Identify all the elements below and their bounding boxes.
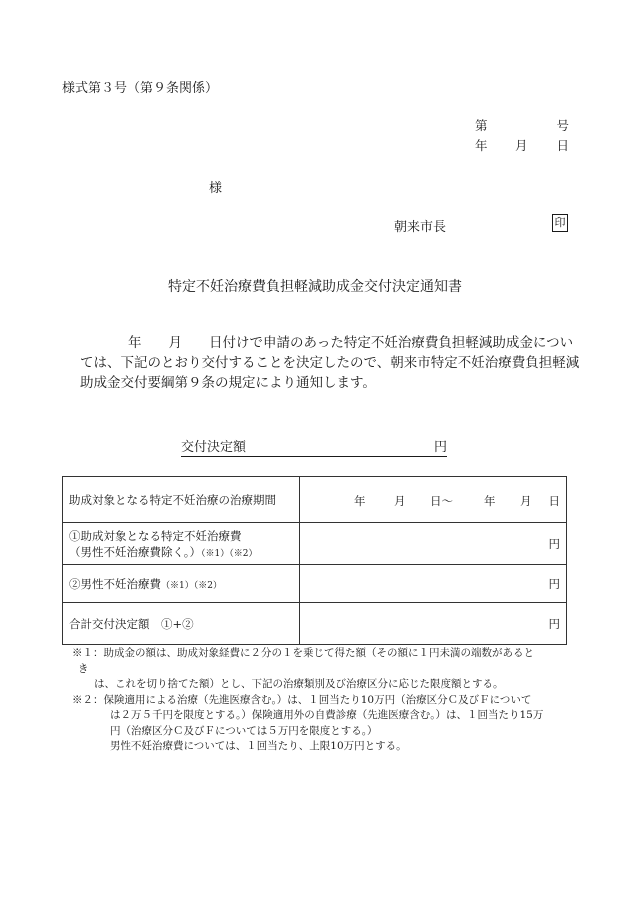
note-1-line-2: き [78,662,89,675]
treatment-cost-line-1: ①助成対象となる特定不妊治療費 [69,528,242,543]
recipient-honorific: 様 [209,181,223,196]
male-cost-amount: 円 [300,565,567,603]
table-row-treatment-cost [63,523,567,565]
note-2-line-3: 円（治療区分Ｃ及びＦについては５万円を限度とする。） [110,724,378,737]
table-row-total [63,603,567,645]
seal-mark: 印 [552,214,568,232]
date-month: 月 [515,138,528,153]
body-line-2: ては、下記のとおり交付することを決定したので、朝来市特定不妊治療費負担軽減 [80,355,580,371]
male-cost-text: ②男性不妊治療費 [69,576,161,591]
notice-body [80,333,580,393]
table-row-male-cost [63,565,567,603]
note-1-line-3: は、これを切り捨てた額）とし、下記の治療類別及び治療区分に応じた限度額とする。 [94,678,504,690]
grant-amount-unit: 円 [433,440,447,455]
treatment-cost-amount: 円 [300,523,567,565]
document-number-line [475,116,569,134]
date-day: 日 [556,138,569,153]
body-line-3: 助成金交付要綱第９条の規定により通知します。 [80,375,376,391]
period-label: 助成対象となる特定不妊治療の治療期間 [63,477,300,523]
period-year-end: 年 [484,493,496,508]
note-1-line-1: ※１：助成金の額は、助成対象経費に２分の１を乗じて得た額（その額に１円未満の端数があると [72,647,534,659]
note-2-line-1: ※２：保険適用による治療（先進医療含む。）は、１回当たり10万円（治療区分Ｃ及びＦについて [72,693,532,706]
note-2-line-4: 男性不妊治療費については、１回当たり、上限10万円とする。 [110,740,407,752]
treatment-cost-note-refs: （※1）（※2） [201,548,258,559]
issuer-name: 朝来市長 [394,220,447,235]
period-month-end: 月 [520,493,532,508]
period-day-start: 日〜 [430,493,453,508]
issue-date-line [475,136,569,154]
body-line-1 [80,333,572,353]
treatment-cost-exclusion: （男性不妊治療費除く。） [69,544,202,559]
total-amount: 円 [300,603,567,645]
form-number-label: 様式第３号（第９条関係） [62,81,219,96]
period-day-end: 日 [548,493,560,508]
note-2-line-2: は２万５千円を限度とする。）保険適用外の自費診療（先進医療含む。）は、１回当たり15万 [110,709,544,721]
grant-amount-line [181,436,447,457]
document-number-suffix: 号 [556,118,569,133]
treatment-cost-line-2 [69,544,293,560]
male-cost-label [63,565,300,603]
document-title: 特定不妊治療費負担軽減助成金交付決定通知書 [168,279,462,295]
body-month: 月 [168,335,182,351]
body-line-1-text: 日付けで申請のあった特定不妊治療費負担軽減助成金につい [209,335,574,351]
male-cost-note-refs: （※1）（※2） [161,580,222,591]
table-row-period [63,477,567,523]
grant-amount-label: 交付決定額 [181,440,247,455]
period-month-start: 月 [394,493,406,508]
period-value [300,477,567,523]
period-year-start: 年 [354,493,366,508]
document-number-prefix: 第 [475,118,488,133]
total-label: 合計交付決定額 ①+② [63,603,300,645]
treatment-cost-label [63,523,300,565]
body-year: 年 [128,335,142,351]
date-year: 年 [475,138,488,153]
footnotes [72,646,582,755]
grant-details-table [62,476,567,645]
